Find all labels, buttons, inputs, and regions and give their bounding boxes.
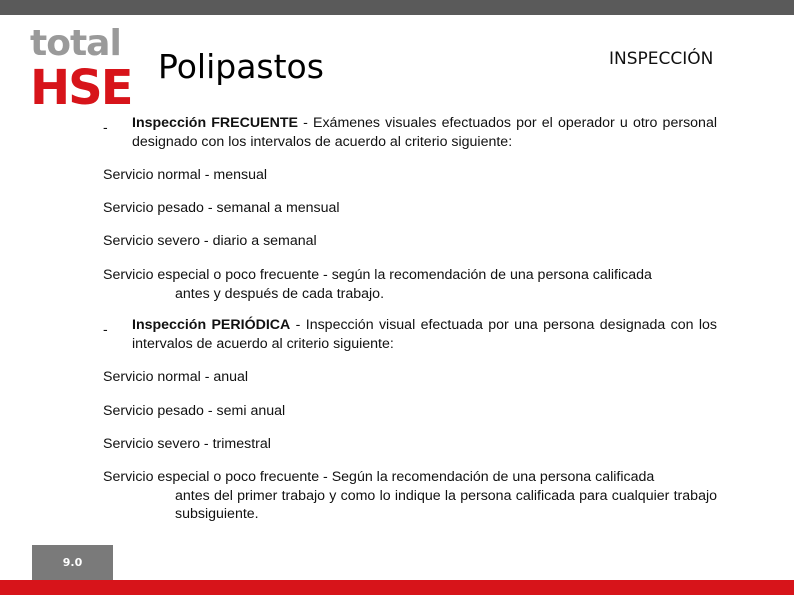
frequent-inspection-heading: Inspección FRECUENTE (132, 115, 298, 131)
frequent-special-first: Servicio especial o poco frecuente - según la recomendación de una persona calificada (103, 267, 652, 283)
bottom-bar (0, 580, 794, 595)
periodic-item-special (103, 468, 717, 524)
periodic-inspection-bullet (132, 316, 717, 353)
periodic-item-normal: Servicio normal - anual (103, 369, 249, 385)
logo-word-total: total (30, 23, 121, 64)
periodic-inspection-text: - Inspección visual efectuada por una persona designada con los intervalos de acuerdo al criterio siguiente: (132, 317, 718, 352)
page-title: Polipastos (158, 47, 324, 86)
frequent-item-severe: Servicio severo - diario a semanal (103, 233, 317, 249)
top-bar (0, 0, 794, 15)
frequent-item-heavy: Servicio pesado - semanal a mensual (103, 200, 340, 216)
frequent-item-normal: Servicio normal - mensual (103, 167, 268, 183)
page-number-badge: 9.0 (32, 545, 113, 580)
periodic-special-first: Servicio especial o poco frecuente - Según la recomendación de una persona calificada (103, 469, 655, 485)
periodic-special-rest: antes del primer trabajo y como lo indique la persona calificada para cualquier trabajo subsiguiente. (175, 487, 717, 522)
periodic-item-severe: Servicio severo - trimestral (103, 436, 271, 452)
logo-word-hse: HSE (30, 60, 132, 116)
total-hse-logo (30, 23, 132, 116)
bullet-marker: - (103, 321, 108, 337)
bullet-marker: - (103, 119, 108, 135)
section-label: INSPECCIÓN (609, 49, 714, 69)
periodic-item-heavy: Servicio pesado - semi anual (103, 403, 286, 419)
frequent-special-rest: antes y después de cada trabajo. (175, 285, 385, 302)
frequent-inspection-text: - Exámenes visuales efectuados por el operador u otro personal designado con los intervalos de acuerdo al criterio siguiente: (132, 115, 717, 150)
frequent-item-special (103, 266, 717, 303)
periodic-inspection-heading: Inspección PERIÓDICA (132, 317, 291, 333)
frequent-inspection-bullet (132, 114, 717, 151)
